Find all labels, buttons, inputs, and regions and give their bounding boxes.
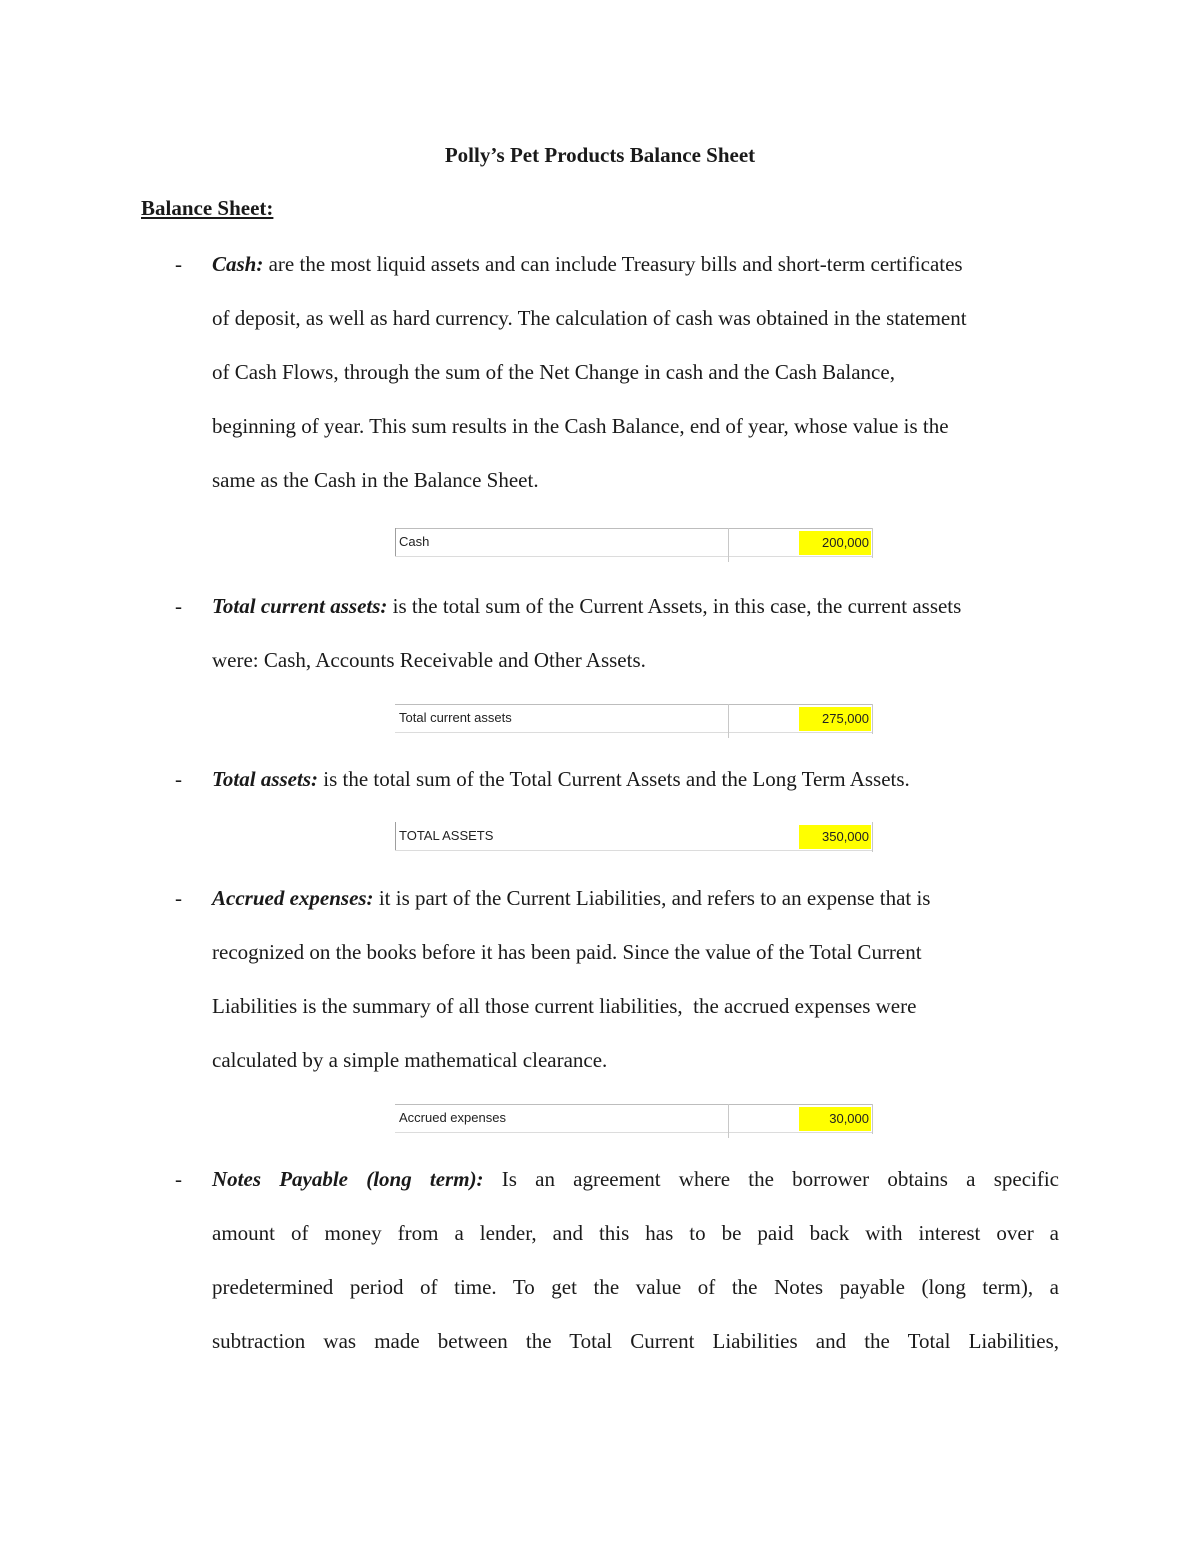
item-term: Total current assets: [212, 594, 388, 618]
bullet-marker: - [175, 767, 182, 791]
text-line: Total assets: is the total sum of the Total Current Assets and the Long Term Assets. [212, 767, 910, 791]
text-line: Cash: are the most liquid assets and can include Treasury bills and short-term certificates [212, 252, 963, 276]
text-line: Notes Payable (long term): Is an agreement where the borrower obtains a specific [212, 1167, 1059, 1191]
bullet-marker: - [175, 886, 182, 910]
page-title: Polly’s Pet Products Balance Sheet [444, 143, 756, 167]
text-line: same as the Cash in the Balance Sheet. [212, 468, 539, 492]
text-line: were: Cash, Accounts Receivable and Other Assets. [212, 648, 646, 672]
spreadsheet-snippet-total-assets [395, 822, 873, 850]
text-line: amount of money from a lender, and this has to be paid back with interest over a [212, 1221, 1059, 1245]
text-line: subtraction was made between the Total Current Liabilities and the Total Liabilities, [212, 1329, 1059, 1353]
sheet-label: Accrued expenses [399, 1110, 506, 1125]
bullet-marker: - [175, 1167, 182, 1191]
spreadsheet-snippet-cash [395, 528, 873, 556]
item-text [212, 579, 1059, 687]
text-line: beginning of year. This sum results in the Cash Balance, end of year, whose value is the [212, 414, 949, 438]
item-text [212, 871, 1059, 1087]
item-text [212, 237, 1059, 507]
item-term: Notes Payable (long term): [212, 1167, 484, 1191]
text-line: Total current assets: is the total sum of the Current Assets, in this case, the current assets [212, 594, 962, 618]
sheet-value-highlight: 275,000 [799, 707, 871, 731]
spreadsheet-snippet-accrued-expenses [395, 1104, 873, 1132]
sheet-label: Total current assets [399, 710, 512, 725]
section-heading: Balance Sheet: [141, 196, 274, 220]
text-line: Accrued expenses: it is part of the Current Liabilities, and refers to an expense that is [212, 886, 931, 910]
text-line: of Cash Flows, through the sum of the Net Change in cash and the Cash Balance, [212, 360, 895, 384]
sheet-value-highlight: 350,000 [799, 825, 871, 849]
item-term: Accrued expenses: [212, 886, 374, 910]
sheet-label: Cash [399, 534, 430, 549]
sheet-value-highlight: 30,000 [799, 1107, 871, 1131]
text-line: predetermined period of time. To get the value of the Notes payable (long term), a [212, 1275, 1059, 1299]
text-line: of deposit, as well as hard currency. The calculation of cash was obtained in the statement [212, 306, 967, 330]
text-line: Liabilities is the summary of all those current liabilities, the accrued expenses were [212, 994, 917, 1018]
bullet-marker: - [175, 252, 182, 276]
item-term: Cash: [212, 252, 264, 276]
sheet-value-highlight: 200,000 [799, 531, 871, 555]
sheet-label: TOTAL ASSETS [399, 828, 494, 843]
item-text [212, 1152, 1059, 1368]
spreadsheet-snippet-total-current-assets [395, 704, 873, 732]
item-term: Total assets: [212, 767, 318, 791]
text-line: recognized on the books before it has been paid. Since the value of the Total Current [212, 940, 922, 964]
bullet-marker: - [175, 594, 182, 618]
text-line: calculated by a simple mathematical clearance. [212, 1048, 608, 1072]
item-text [212, 752, 1059, 806]
